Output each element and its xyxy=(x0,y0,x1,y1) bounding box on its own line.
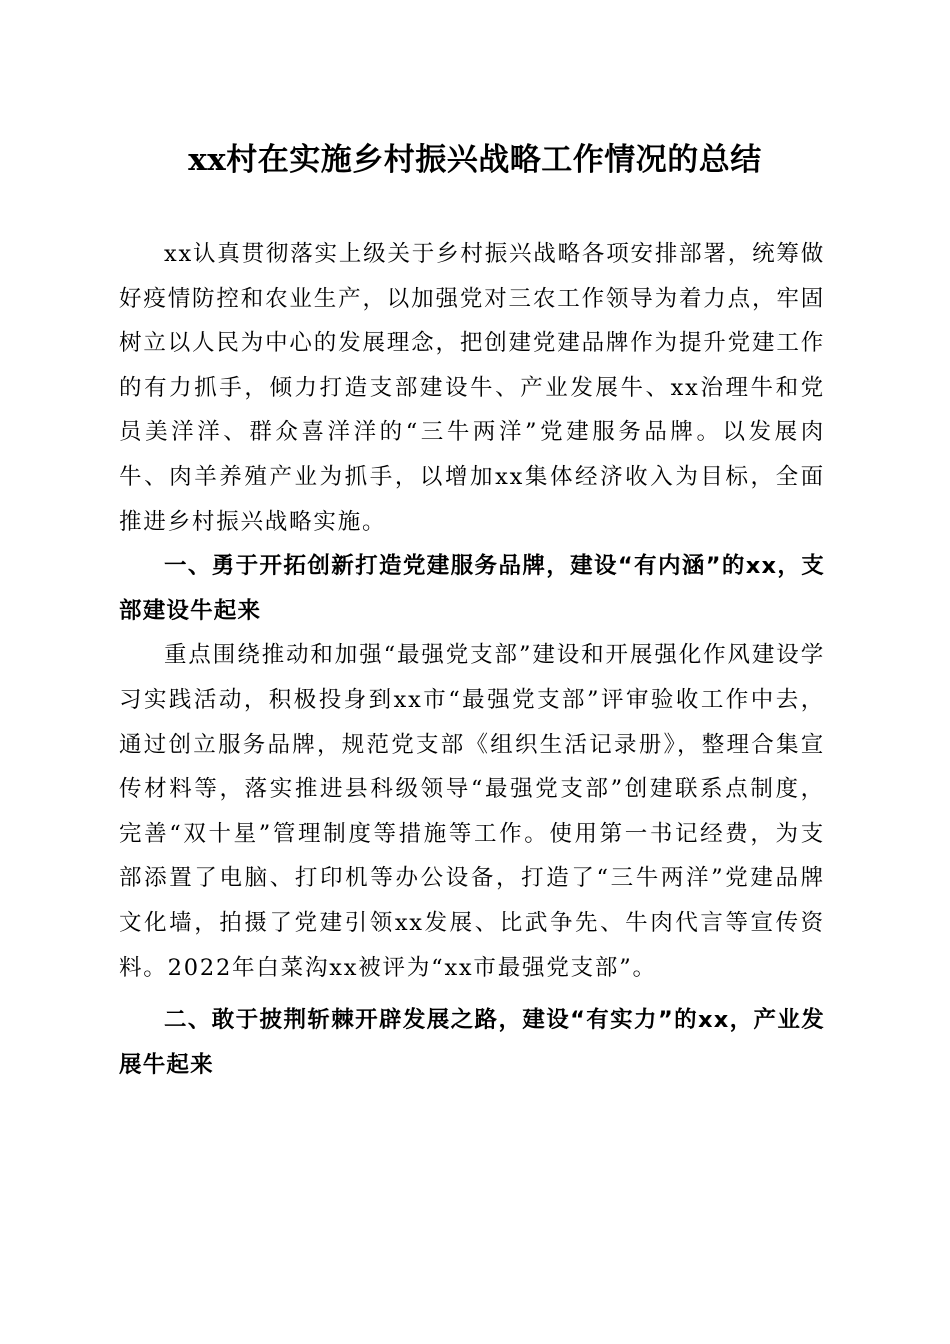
document-title: xx村在实施乡村振兴战略工作情况的总结 xyxy=(188,142,762,178)
section-1-heading: 一、勇于开拓创新打造党建服务品牌，建设“有内涵”的xx，支部建设牛起来 xyxy=(119,553,825,624)
section-1-paragraph: 重点围绕推动和加强“最强党支部”建设和开展强化作风建设学习实践活动，积极投身到xx市“最强党支部”评审验收工作中去，通过创立服务品牌，规范党支部《组织生活记录册》，整理合集宣传材料等，落实推进县科级领导“最强党支部”创建联系点制度，完善“双十星”管理制度等措施等工作。使用第一书记经费，为支部添置了电脑、打印机等办公设备，打造了“三牛两洋”党建品牌文化墙，拍摄了党建引领xx发展、比武争先、牛肉代言等宣传资料。2022年白菜沟xx被评为“xx市最强党支部”。 xyxy=(119,642,825,981)
document-body xyxy=(119,232,825,1087)
section-spacer xyxy=(119,990,825,998)
section-2-heading: 二、敢于披荆斩棘开辟发展之路，建设“有实力”的xx，产业发展牛起来 xyxy=(119,1007,825,1078)
intro-paragraph: xx认真贯彻落实上级关于乡村振兴战略各项安排部署，统筹做好疫情防控和农业生产，以加强党对三农工作领导为着力点，牢固树立以人民为中心的发展理念，把创建党建品牌作为提升党建工作的有力抓手，倾力打造支部建设牛、产业发展牛、xx治理牛和党员美洋洋、群众喜洋洋的“三牛两洋”党建服务品牌。以发展肉牛、肉羊养殖产业为抓手，以增加xx集体经济收入为目标，全面推进乡村振兴战略实施。 xyxy=(119,241,825,535)
